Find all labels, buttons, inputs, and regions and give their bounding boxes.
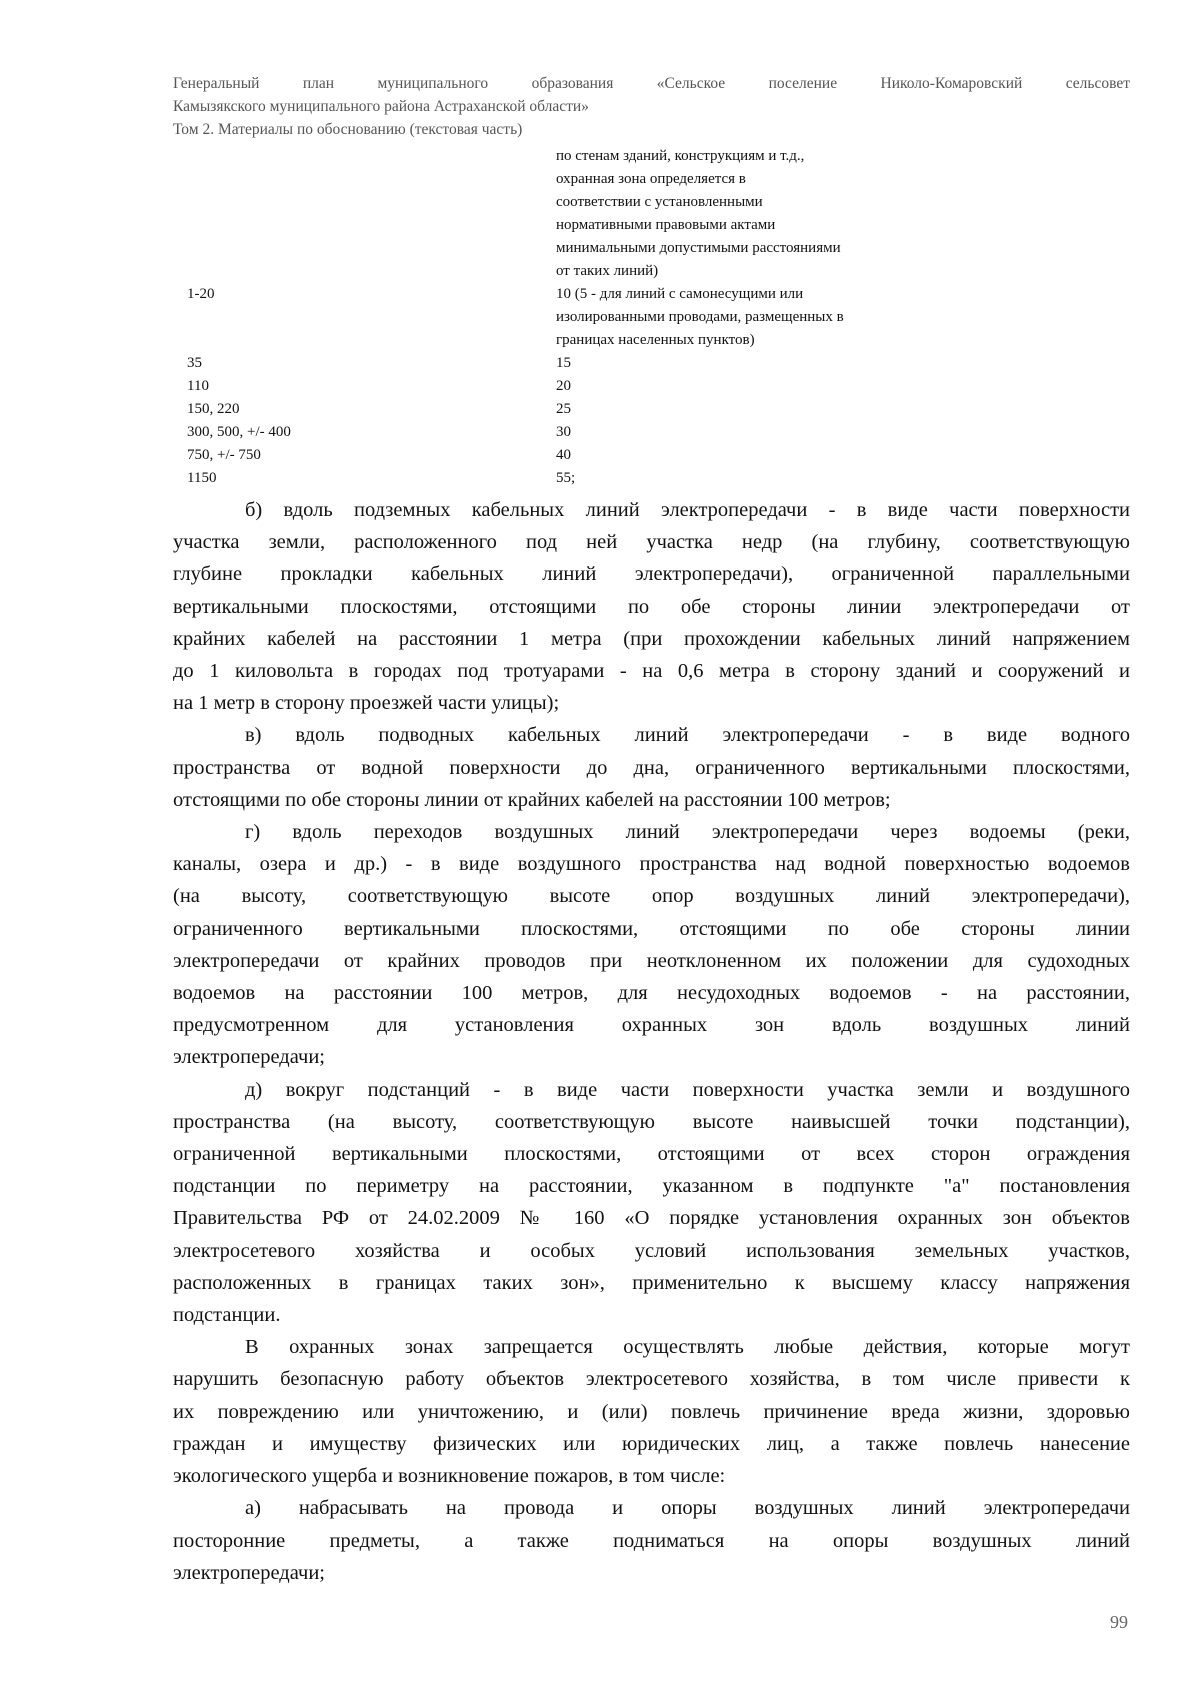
- header-line-2: Камызякского муниципального района Астраханской области»: [173, 98, 589, 115]
- paragraph-line: граждан и имуществу физических или юридических лиц, а также повлечь нанесение: [173, 1432, 1130, 1455]
- distance-cell: [556, 467, 1130, 490]
- distance-cell-line: 55;: [556, 470, 576, 486]
- paragraph-line: экологического ущерба и возникновение пожаров, в том числе:: [173, 1465, 726, 1488]
- paragraph-line: электропередачи от крайних проводов при неотклоненном их положении для судоходных: [173, 949, 1130, 972]
- distance-cell-line: 15: [556, 355, 571, 371]
- distance-cell: [556, 444, 1130, 467]
- paragraph-line: подстанции.: [173, 1304, 281, 1327]
- distance-cell: [556, 421, 1130, 444]
- paragraph: [173, 1331, 1130, 1492]
- distance-cell-line: минимальными допустимыми расстояниями: [556, 240, 841, 256]
- paragraph-line: В охранных зонах запрещается осуществлять любые действия, которые могут: [245, 1336, 1130, 1359]
- voltage-cell: 1-20: [187, 286, 215, 302]
- paragraph-line: глубине прокладки кабельных линий электропередачи), ограниченной параллельными: [173, 563, 1130, 586]
- paragraph-line: на 1 метр в сторону проезжей части улицы);: [173, 692, 560, 715]
- body-text: [173, 494, 1130, 1589]
- table-row: [173, 467, 1130, 490]
- distance-cell: [556, 352, 1130, 375]
- paragraph-line: водоемов на расстоянии 100 метров, для несудоходных водоемов - на расстоянии,: [173, 982, 1130, 1005]
- paragraph-line: а) набрасывать на провода и опоры воздушных линий электропередачи: [245, 1497, 1130, 1520]
- distance-cell-line: охранная зона определяется в: [556, 171, 746, 187]
- table-row: [173, 444, 1130, 467]
- distance-cell-line: нормативными правовыми актами: [556, 217, 776, 233]
- paragraph: [173, 1492, 1130, 1589]
- table-row: [173, 283, 1130, 352]
- voltage-cell: 300, 500, +/- 400: [187, 424, 291, 440]
- paragraph-line: отстоящими по обе стороны линии от крайних кабелей на расстоянии 100 метров;: [173, 788, 891, 811]
- header-line-3: Том 2. Материалы по обоснованию (текстовая часть): [173, 121, 523, 138]
- paragraph-line: д) вокруг подстанций - в виде части поверхности участка земли и воздушного: [245, 1078, 1130, 1101]
- voltage-cell: 750, +/- 750: [187, 447, 261, 463]
- paragraph-line: Правительства РФ от 24.02.2009 № 160 «О порядке установления охранных зон объектов: [173, 1207, 1130, 1230]
- paragraph-line: пространства от водной поверхности до дна, ограниченного вертикальными плоскостями,: [173, 756, 1130, 779]
- table-row: [173, 352, 1130, 375]
- distance-cell-line: по стенам зданий, конструкциям и т.д.,: [556, 148, 805, 164]
- distance-cell-line: изолированными проводами, размещенных в: [556, 309, 844, 325]
- paragraph-line: ограниченного вертикальными плоскостями, отстоящими по обе стороны линии: [173, 917, 1130, 940]
- paragraph-line: нарушить безопасную работу объектов электросетевого хозяйства, в том числе привести к: [173, 1368, 1130, 1391]
- distance-cell: [556, 145, 1130, 283]
- page-header: [173, 72, 1130, 141]
- paragraph-line: каналы, озера и др.) - в виде воздушного пространства над водной поверхностью водоемов: [173, 853, 1130, 876]
- paragraph: [173, 494, 1130, 719]
- paragraph-line: в) вдоль подводных кабельных линий электропередачи - в виде водного: [245, 724, 1130, 747]
- voltage-cell: 110: [187, 378, 209, 394]
- voltage-cell: 1150: [187, 470, 217, 486]
- distance-cell-line: 30: [556, 424, 571, 440]
- paragraph-line: г) вдоль переходов воздушных линий электропередачи через водоемы (реки,: [245, 821, 1130, 844]
- paragraph-line: подстанции по периметру на расстоянии, указанном в подпункте "а" постановления: [173, 1175, 1130, 1198]
- distance-cell: [556, 375, 1130, 398]
- paragraph: [173, 816, 1130, 1074]
- voltage-cell: 150, 220: [187, 401, 240, 417]
- paragraph-line: электросетевого хозяйства и особых условий использования земельных участков,: [173, 1239, 1130, 1262]
- table-row: [173, 421, 1130, 444]
- distance-cell-line: 40: [556, 447, 571, 463]
- paragraph-line: (на высоту, соответствующую высоте опор воздушных линий электропередачи),: [173, 885, 1130, 908]
- paragraph: [173, 1074, 1130, 1332]
- distance-cell-line: границах населенных пунктов): [556, 332, 755, 348]
- paragraph-line: до 1 киловольта в городах под тротуарами - на 0,6 метра в сторону зданий и сооружений и: [173, 660, 1130, 683]
- table-row: [173, 375, 1130, 398]
- paragraph: [173, 719, 1130, 816]
- table-row: [173, 145, 1130, 283]
- distance-cell-line: соответствии с установленными: [556, 194, 763, 210]
- paragraph-line: предусмотренном для установления охранных зон вдоль воздушных линий: [173, 1014, 1130, 1037]
- paragraph-line: посторонние предметы, а также подниматься на опоры воздушных линий: [173, 1529, 1130, 1552]
- paragraph-line: электропередачи;: [173, 1561, 325, 1584]
- paragraph-line: электропередачи;: [173, 1046, 325, 1069]
- voltage-cell: 35: [187, 355, 202, 371]
- distance-cell-line: от таких линий): [556, 263, 659, 279]
- voltage-distance-table: [173, 145, 1130, 490]
- distance-cell: [556, 398, 1130, 421]
- header-line-1: Генеральный план муниципального образования «Сельское поселение Николо-Комаровский сельсовет: [173, 75, 1130, 92]
- paragraph-line: расположенных в границах таких зон», применительно к высшему классу напряжения: [173, 1271, 1130, 1294]
- paragraph-line: их повреждению или уничтожению, и (или) повлечь причинение вреда жизни, здоровью: [173, 1400, 1130, 1423]
- paragraph-line: пространства (на высоту, соответствующую высоте наивысшей точки подстанции),: [173, 1110, 1130, 1133]
- distance-cell-line: 25: [556, 401, 571, 417]
- distance-cell-line: 10 (5 - для линий с самонесущими или: [556, 286, 804, 302]
- distance-cell-line: 20: [556, 378, 571, 394]
- paragraph-line: ограниченной вертикальными плоскостями, отстоящими от всех сторон ограждения: [173, 1143, 1130, 1166]
- distance-cell: [556, 283, 1130, 352]
- paragraph-line: б) вдоль подземных кабельных линий электропередачи - в виде части поверхности: [245, 499, 1130, 521]
- table-row: [173, 398, 1130, 421]
- paragraph-line: вертикальными плоскостями, отстоящими по обе стороны линии электропередачи от: [173, 595, 1130, 618]
- page-number: 99: [1110, 1612, 1128, 1632]
- voltage-cell: [173, 145, 556, 283]
- paragraph-line: крайних кабелей на расстоянии 1 метра (при прохождении кабельных линий напряжением: [173, 627, 1130, 650]
- paragraph-line: участка земли, расположенного под ней участка недр (на глубину, соответствующую: [173, 531, 1130, 554]
